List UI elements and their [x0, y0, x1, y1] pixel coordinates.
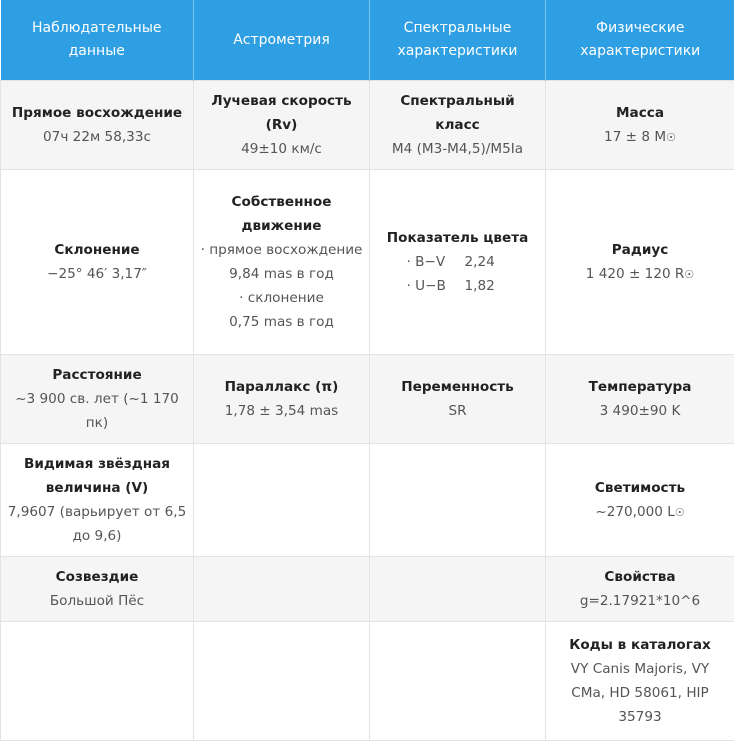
- cell-mass: [546, 81, 734, 170]
- cell-color-index: [370, 170, 546, 355]
- radius-label: Радиус: [611, 241, 669, 258]
- cell-temperature: [546, 355, 734, 444]
- mass-value: 17 ± 8 M: [604, 128, 667, 145]
- table-row: [1, 170, 734, 355]
- cell-properties: [546, 557, 734, 622]
- mass-label: Масса: [616, 104, 664, 121]
- right-ascension-value: 07ч 22м 58,33с: [43, 129, 151, 145]
- spectral-class-value: M4 (M3-M4,5)/M5Ia: [391, 141, 524, 157]
- header-spectral: Спектральные характеристики: [370, 0, 546, 81]
- cell-empty: [1, 622, 194, 741]
- radial-velocity-value: 49±10 км/с: [241, 141, 322, 157]
- cell-empty: [370, 557, 546, 622]
- magnitude-value: 7,9607 (варьирует от 6,5 до 9,6): [7, 504, 187, 544]
- header-physical: Физические характеристики: [546, 0, 734, 81]
- distance-label: Расстояние: [52, 367, 142, 383]
- catalog-codes-label: Коды в каталогах: [569, 637, 711, 653]
- variability-label: Переменность: [401, 379, 514, 395]
- declination-value: −25° 46′ 3,17″: [47, 266, 147, 282]
- bv-name: · B−V: [406, 254, 446, 270]
- cell-magnitude: [1, 444, 194, 557]
- mass-value-wrap: [552, 125, 728, 150]
- cell-right-ascension: [1, 81, 194, 170]
- table-row: [1, 444, 734, 557]
- cell-empty: [370, 444, 546, 557]
- header-row: [1, 0, 734, 81]
- table-row: [1, 622, 734, 741]
- temperature-value: 3 490±90 K: [599, 403, 681, 419]
- sun-symbol-icon: ☉: [674, 505, 685, 519]
- cell-catalog-codes: [546, 622, 734, 741]
- catalog-codes-value: VY Canis Majoris, VY CMa, HD 58061, HIP 35793: [570, 661, 710, 725]
- cell-parallax: [194, 355, 370, 444]
- constellation-value: Большой Пёс: [49, 593, 145, 609]
- parallax-label: Параллакс (π): [224, 379, 339, 395]
- parallax-value: 1,78 ± 3,54 mas: [224, 403, 339, 419]
- color-index-bv-row: [376, 250, 539, 274]
- properties-value: g=2.17921*10^6: [579, 593, 701, 609]
- temperature-label: Температура: [588, 379, 692, 395]
- radius-value-wrap: [552, 262, 728, 287]
- color-index-ub-row: [376, 274, 539, 298]
- variability-value: SR: [448, 403, 467, 419]
- declination-label: Склонение: [54, 242, 140, 258]
- radius-value: 1 420 ± 120 R: [585, 265, 685, 282]
- cell-variability: [370, 355, 546, 444]
- cell-radial-velocity: [194, 81, 370, 170]
- spectral-class-label: Спектральный класс: [400, 93, 515, 133]
- cell-luminosity: [546, 444, 734, 557]
- magnitude-label: Видимая звёздная величина (V): [23, 456, 171, 496]
- right-ascension-label: Прямое восхождение: [11, 105, 183, 121]
- sun-symbol-icon: ☉: [684, 267, 695, 281]
- cell-spectral-class: [370, 81, 546, 170]
- sun-symbol-icon: ☉: [666, 130, 676, 144]
- ub-name: · U−B: [406, 278, 446, 294]
- cell-radius: [546, 170, 734, 355]
- table-row: [1, 355, 734, 444]
- cell-empty: [194, 557, 370, 622]
- cell-distance: [1, 355, 194, 444]
- header-observational: Наблюдательные данные: [1, 0, 194, 81]
- cell-constellation: [1, 557, 194, 622]
- properties-label: Свойства: [604, 569, 676, 585]
- header-astrometry: Астрометрия: [194, 0, 370, 81]
- cell-empty: [194, 622, 370, 741]
- proper-motion-ra: · прямое восхождение: [200, 242, 363, 258]
- ub-value: 1,82: [464, 278, 495, 294]
- proper-motion-label: Собственное движение: [231, 194, 332, 234]
- table-row: [1, 557, 734, 622]
- cell-empty: [194, 444, 370, 557]
- proper-motion-ra-value: 9,84 mas в год: [229, 266, 334, 282]
- bv-value: 2,24: [464, 254, 495, 270]
- cell-empty: [370, 622, 546, 741]
- cell-proper-motion: [194, 170, 370, 355]
- cell-declination: [1, 170, 194, 355]
- table-row: [1, 81, 734, 170]
- proper-motion-dec: · склонение: [239, 290, 324, 306]
- luminosity-value: ~270,000 L: [595, 503, 675, 520]
- luminosity-value-wrap: [552, 500, 728, 525]
- constellation-label: Созвездие: [55, 569, 139, 585]
- luminosity-label: Светимость: [594, 479, 686, 496]
- proper-motion-dec-value: 0,75 mas в год: [229, 314, 334, 330]
- distance-value: ~3 900 св. лет (~1 170 пк): [15, 391, 179, 431]
- radial-velocity-label: Лучевая скорость (Rv): [211, 93, 352, 133]
- color-index-label: Показатель цвета: [386, 230, 529, 246]
